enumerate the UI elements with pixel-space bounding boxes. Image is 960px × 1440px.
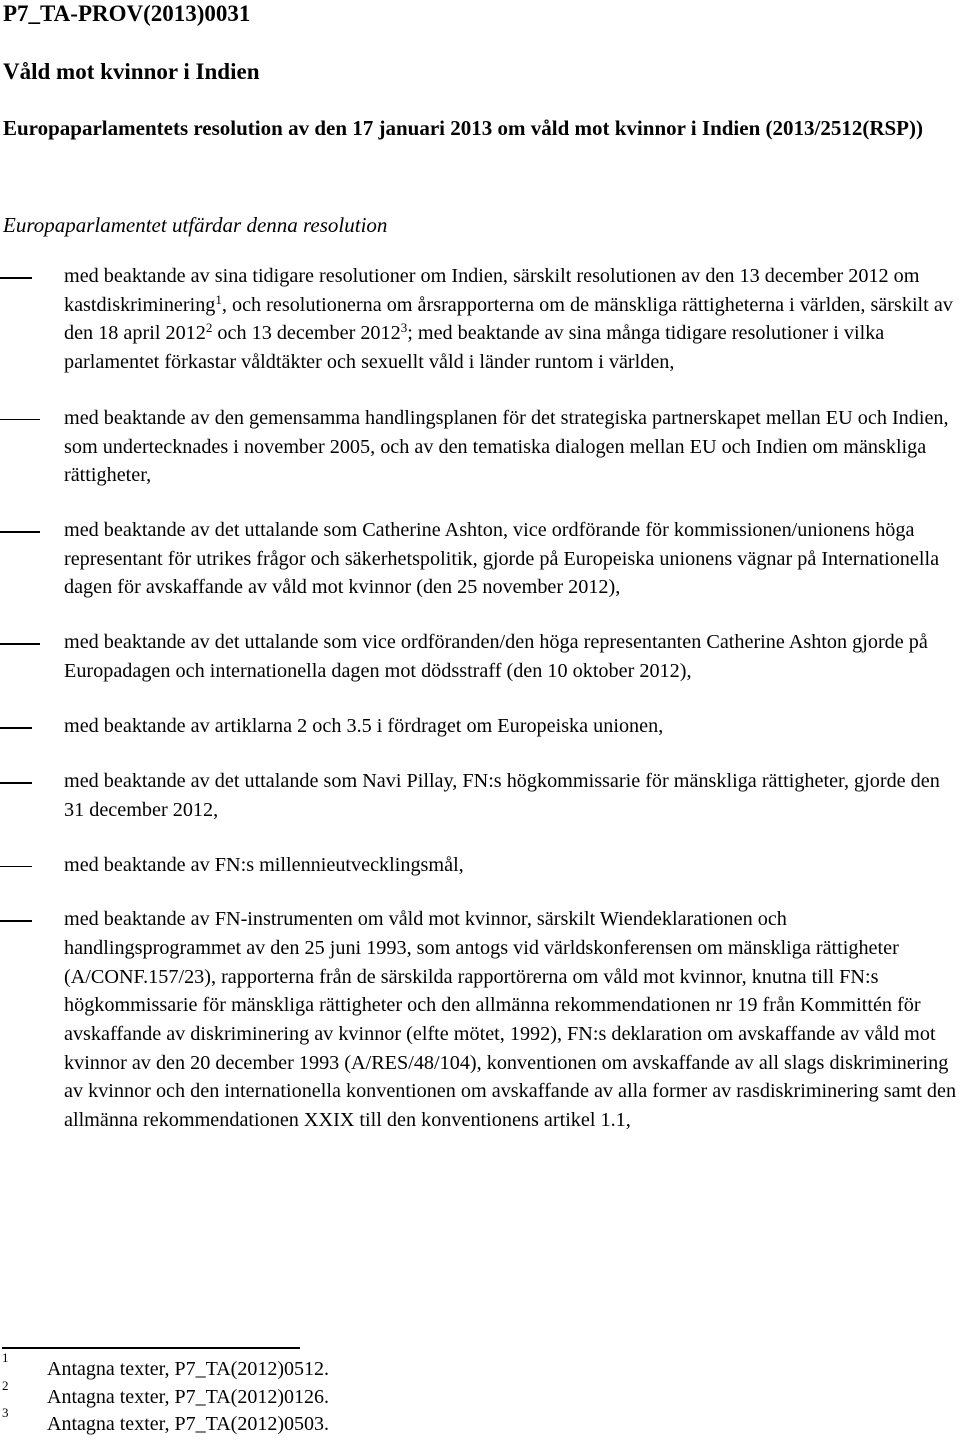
dash-bullet <box>0 643 40 645</box>
citation-item <box>0 516 960 602</box>
citation-text: med beaktande av FN-instrumenten om våld mot kvinnor, särskilt Wiendeklarationen och handlingsprogrammet av den 25 juni 1993, som antogs vid världskonferensen om mänskliga rättigheter (A/CONF.157/23), rapporterna från de särskilda rapportörerna om våld mot kvinnor, knutna till FN:s högkommissarie för mänskliga rättigheter och den allmänna rekommendationen nr 19 från Kommittén för avskaffande av diskriminering av kvinnor (elfte mötet, 1992), FN:s deklaration om avskaffande av våld mot kvinnor av den 20 december 1993 (A/RES/48/104), konventionen om avskaffande av all slags diskriminering av kvinnor och den internationella konventionen om avskaffande av alla former av rasdiskriminering samt den allmänna rekommendationen XXIX till den konventionens artikel 1.1, <box>64 908 957 1132</box>
dash-bullet <box>0 727 32 729</box>
citation-text: med beaktande av den gemensamma handlingsplanen för det strategiska partnerskapet mellan EU och Indien, som undertecknades i november 2005, och av den tematiska dialogen mellan EU och Indien om mänskliga rättigheter, <box>64 406 949 487</box>
footnote-ref: 2 <box>205 320 213 336</box>
citation-item <box>0 851 960 880</box>
footnote <box>0 1405 500 1439</box>
citation-text: med beaktande av FN:s millennieutvecklingsmål, <box>64 853 464 876</box>
dash-bullet <box>0 782 32 784</box>
resolution-subtitle: Europaparlamentets resolution av den 17 januari 2013 om våld mot kvinnor i Indien (2013/2512(RSP)) <box>3 116 923 140</box>
resolution-intro: Europaparlamentet utfärdar denna resolution <box>3 213 388 237</box>
citation-text: med beaktande av sina tidigare resolutioner om Indien, särskilt resolutionen av den 13 december 2012 om kastdiskriminering$^1$, och resolutionerna om årsrapporterna om de mänskliga rättigheterna i världen, särskilt av den 18 april 2012$^2$ och 13 december 2012$^3$; med beaktande av sina många tidigare resolutioner i vilka parlamentet förkastar våldtäkter och sexuellt våld i länder runtom i världen, <box>64 265 953 374</box>
document-title: Våld mot kvinnor i Indien <box>3 59 260 84</box>
dash-bullet <box>0 419 40 421</box>
dash-bullet <box>0 866 32 868</box>
footnote <box>0 1350 500 1384</box>
citation-item <box>0 262 960 377</box>
dash-bullet <box>0 920 32 922</box>
citation-item <box>0 628 960 685</box>
footnote-ref: 1 <box>215 291 222 307</box>
footnote-mark: 1 <box>2 1350 9 1365</box>
footnote-ref: 3 <box>400 320 408 336</box>
footnote-text: Antagna texter, P7_TA(2012)0126. <box>47 1385 329 1408</box>
citation-item <box>0 404 960 490</box>
footnote-text: Antagna texter, P7_TA(2012)0512. <box>47 1358 329 1380</box>
citations-list <box>0 262 960 1135</box>
footnote <box>0 1377 500 1412</box>
footnote-separator <box>2 1347 300 1349</box>
citation-text: med beaktande av artiklarna 2 och 3.5 i fördraget om Europeiska unionen, <box>64 715 664 738</box>
dash-bullet <box>0 277 32 279</box>
citation-text: med beaktande av det uttalande som Navi Pillay, FN:s högkommissarie för mänskliga rättigheter, gjorde den 31 december 2012, <box>64 770 940 821</box>
citation-item <box>0 712 960 741</box>
citation-item <box>0 905 960 1135</box>
footnotes-list <box>0 1350 500 1439</box>
footnote-mark: 3 <box>2 1405 9 1420</box>
footnote-text: Antagna texter, P7_TA(2012)0503. <box>47 1413 329 1435</box>
citation-item <box>0 767 960 824</box>
document-id: P7_TA-PROV(2013)0031 <box>3 1 251 26</box>
footnote-mark: 2 <box>2 1377 9 1393</box>
citation-text: med beaktande av det uttalande som Catherine Ashton, vice ordförande för kommissionen/unionens höga representant för utrikes frågor och säkerhetspolitik, gjorde på Europeiska unionens vägnar på Internationella dagen för avskaffande av våld mot kvinnor (den 25 november 2012), <box>64 518 940 599</box>
dash-bullet <box>0 531 40 533</box>
citation-text: med beaktande av det uttalande som vice ordföranden/den höga representanten Catherine Ashton gjorde på Europadagen och internationella dagen mot dödsstraff (den 10 oktober 2012), <box>64 631 928 682</box>
